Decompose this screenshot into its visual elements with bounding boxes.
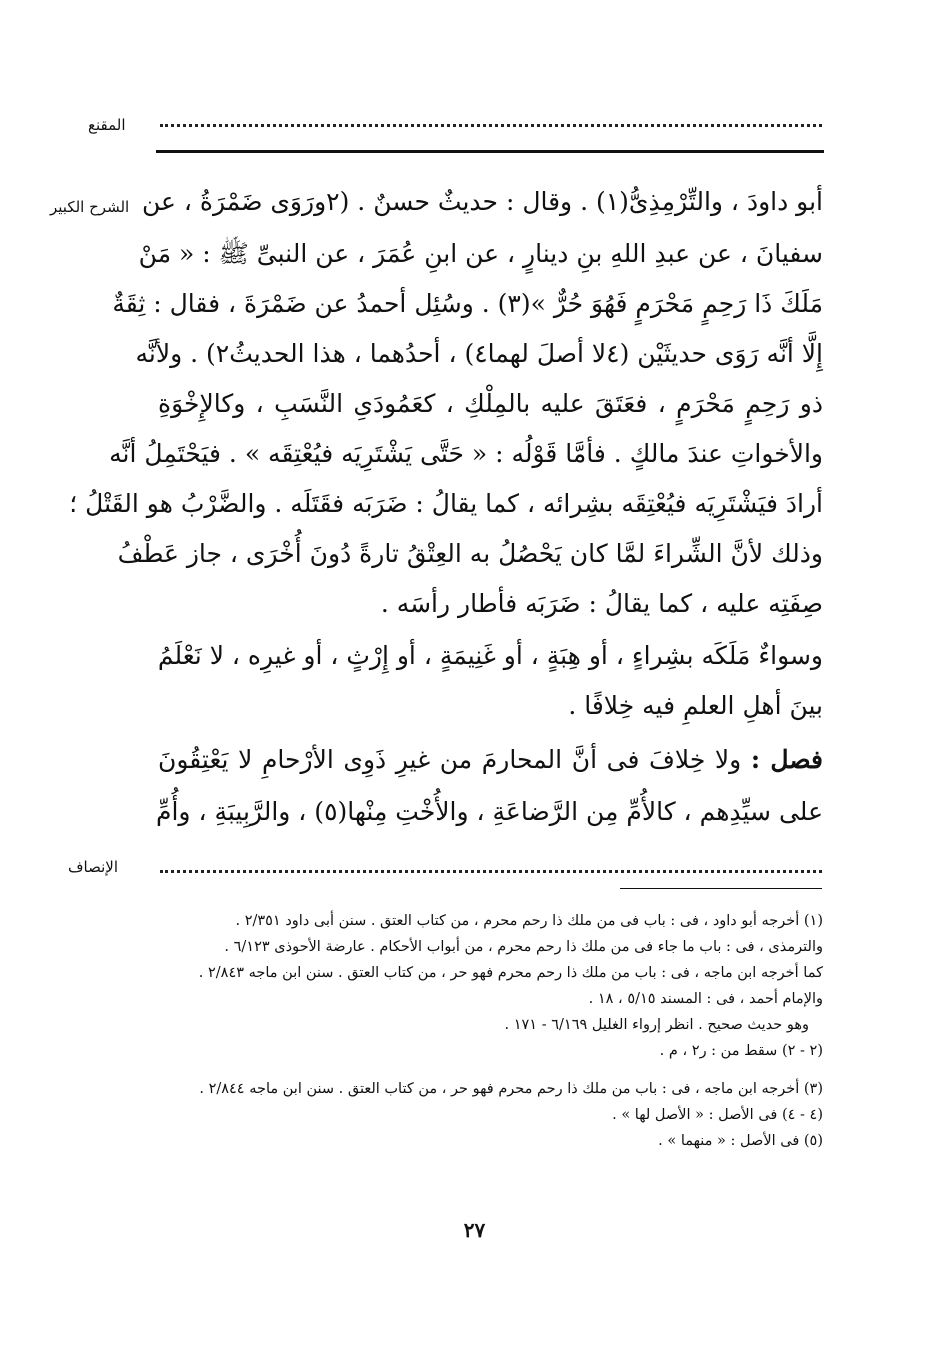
text-line: بينَ أهلِ العلمِ فيه خِلافًا .	[568, 691, 823, 720]
text-line: مَلَكَ ذَا رَحِمٍ مَحْرَمٍ فَهُوَ حُرٌّ »(٣) . وسُئِل أحمدُ عن ضَمْرَةَ ، فقال : ثِقَةٌ	[112, 289, 823, 318]
section-line	[158, 734, 823, 786]
text-line: إِلَّا أنَّه رَوَى حديثَيْن (٤لا أصلَ لهما٤) ، أحدُهما ، هذا الحديثُ٢) . ولأنَّه	[135, 339, 823, 368]
text-line: سفيانَ ، عن عبدِ اللهِ بنِ دينارٍ ، عن ابنِ عُمَرَ ، عن النبىِّ ﷺ : « مَنْ	[138, 239, 823, 268]
book-label-muqni: المقنع	[88, 116, 126, 134]
text-line: وسواءٌ مَلَكَه بشِراءٍ ، أو هِبَةٍ ، أو غَنِيمَةٍ ، أو إِرْثٍ ، أو غيرِه ، لا نَعْلَمُ	[157, 641, 823, 670]
section-heading: فصل :	[750, 745, 823, 774]
text-line: والأخواتِ عندَ مالكٍ . فأمَّا قَوْلُه : « حَتَّى يَشْتَرِيَه فيُعْتِقَه » . فيَحْتَمِلُ أنَّه	[109, 439, 823, 468]
footnote-line: (٥) فى الأصل : « منهما » .	[658, 1133, 823, 1149]
footnote-line: والإمام أحمد ، فى : المسند ٥/١٥ ، ١٨ .	[588, 991, 823, 1007]
text-line: أبو داودَ ، والتِّرْمِذِىُّ(١) . وقال : حديثٌ حسنٌ . (٢ورَوَى ضَمْرَةُ ، عن	[141, 187, 823, 216]
footnote-line: (١) أخرجه أبو داود ، فى : باب فى من ملك ذا رحم محرم ، من كتاب العتق . سنن أبى داود ٢/٣٥١ .	[235, 913, 823, 929]
page-number: ٢٧	[463, 1218, 486, 1242]
text-line: صِفَتِه عليه ، كما يقالُ : ضَرَبَه فأطار رأسَه .	[380, 589, 823, 618]
text-line: أرادَ فيَشْتَرِيَه فيُعْتِقَه بشِرائه ، كما يقالُ : ضَرَبَه فقَتَلَه . والضَّرْبُ هو القَتْلُ ؛	[69, 489, 823, 518]
text-line: على سيِّدِهم ، كالأُمِّ مِن الرَّضاعَةِ ، والأُخْتِ مِنْها(٥) ، والرَّبِيبَةِ ، وأُمِّ	[156, 797, 823, 826]
bottom-dotted-rule	[160, 870, 822, 873]
footnote-line: (٣) أخرجه ابن ماجه ، فى : باب من ملك ذا رحم محرم فهو حر ، من كتاب العتق . سنن ابن ماجه ٢/٨٤٤ .	[199, 1081, 823, 1097]
footnote-line: والترمذى ، فى : باب ما جاء فى من ملك ذا رحم محرم ، من أبواب الأحكام . عارضة الأحوذى ٦/١٢٣ .	[224, 939, 823, 955]
section-text: ولا خِلافَ فى أنَّ المحارمَ من غيرِ ذَوِى الأرْحامِ لا يَعْتِقُونَ	[158, 745, 742, 774]
footnote-line: (٢ - ٢) سقط من : ر٢ ، م .	[659, 1043, 823, 1059]
top-solid-rule	[156, 150, 824, 153]
footnote-line: وهو حديث صحيح . انظر إرواء الغليل ٦/١٦٩ - ١٧١ .	[504, 1017, 809, 1033]
footnote-line: كما أخرجه ابن ماجه ، فى : باب من ملك ذا رحم محرم فهو حر ، من كتاب العتق . سنن ابن ماجه ٢/٨٤٣ .	[198, 965, 823, 981]
footnote-line: (٤ - ٤) فى الأصل : « الأصل لها » .	[612, 1107, 823, 1123]
book-label-sharh-kabir: الشرح الكبير	[50, 198, 130, 216]
footnote-separator	[620, 888, 822, 889]
text-line: ذو رَحِمٍ مَحْرَمٍ ، فعَتَقَ عليه بالمِلْكِ ، كعَمُودَىِ النَّسَبِ ، وكالإِخْوَةِ	[158, 389, 823, 418]
top-dotted-rule	[160, 124, 822, 127]
text-line: وذلك لأنَّ الشِّراءَ لمَّا كان يَحْصُلُ به العِتْقُ تارةً دُونَ أُخْرَى ، جاز عَطْفُ	[117, 539, 823, 568]
book-label-insaf: الإنصاف	[68, 858, 119, 876]
